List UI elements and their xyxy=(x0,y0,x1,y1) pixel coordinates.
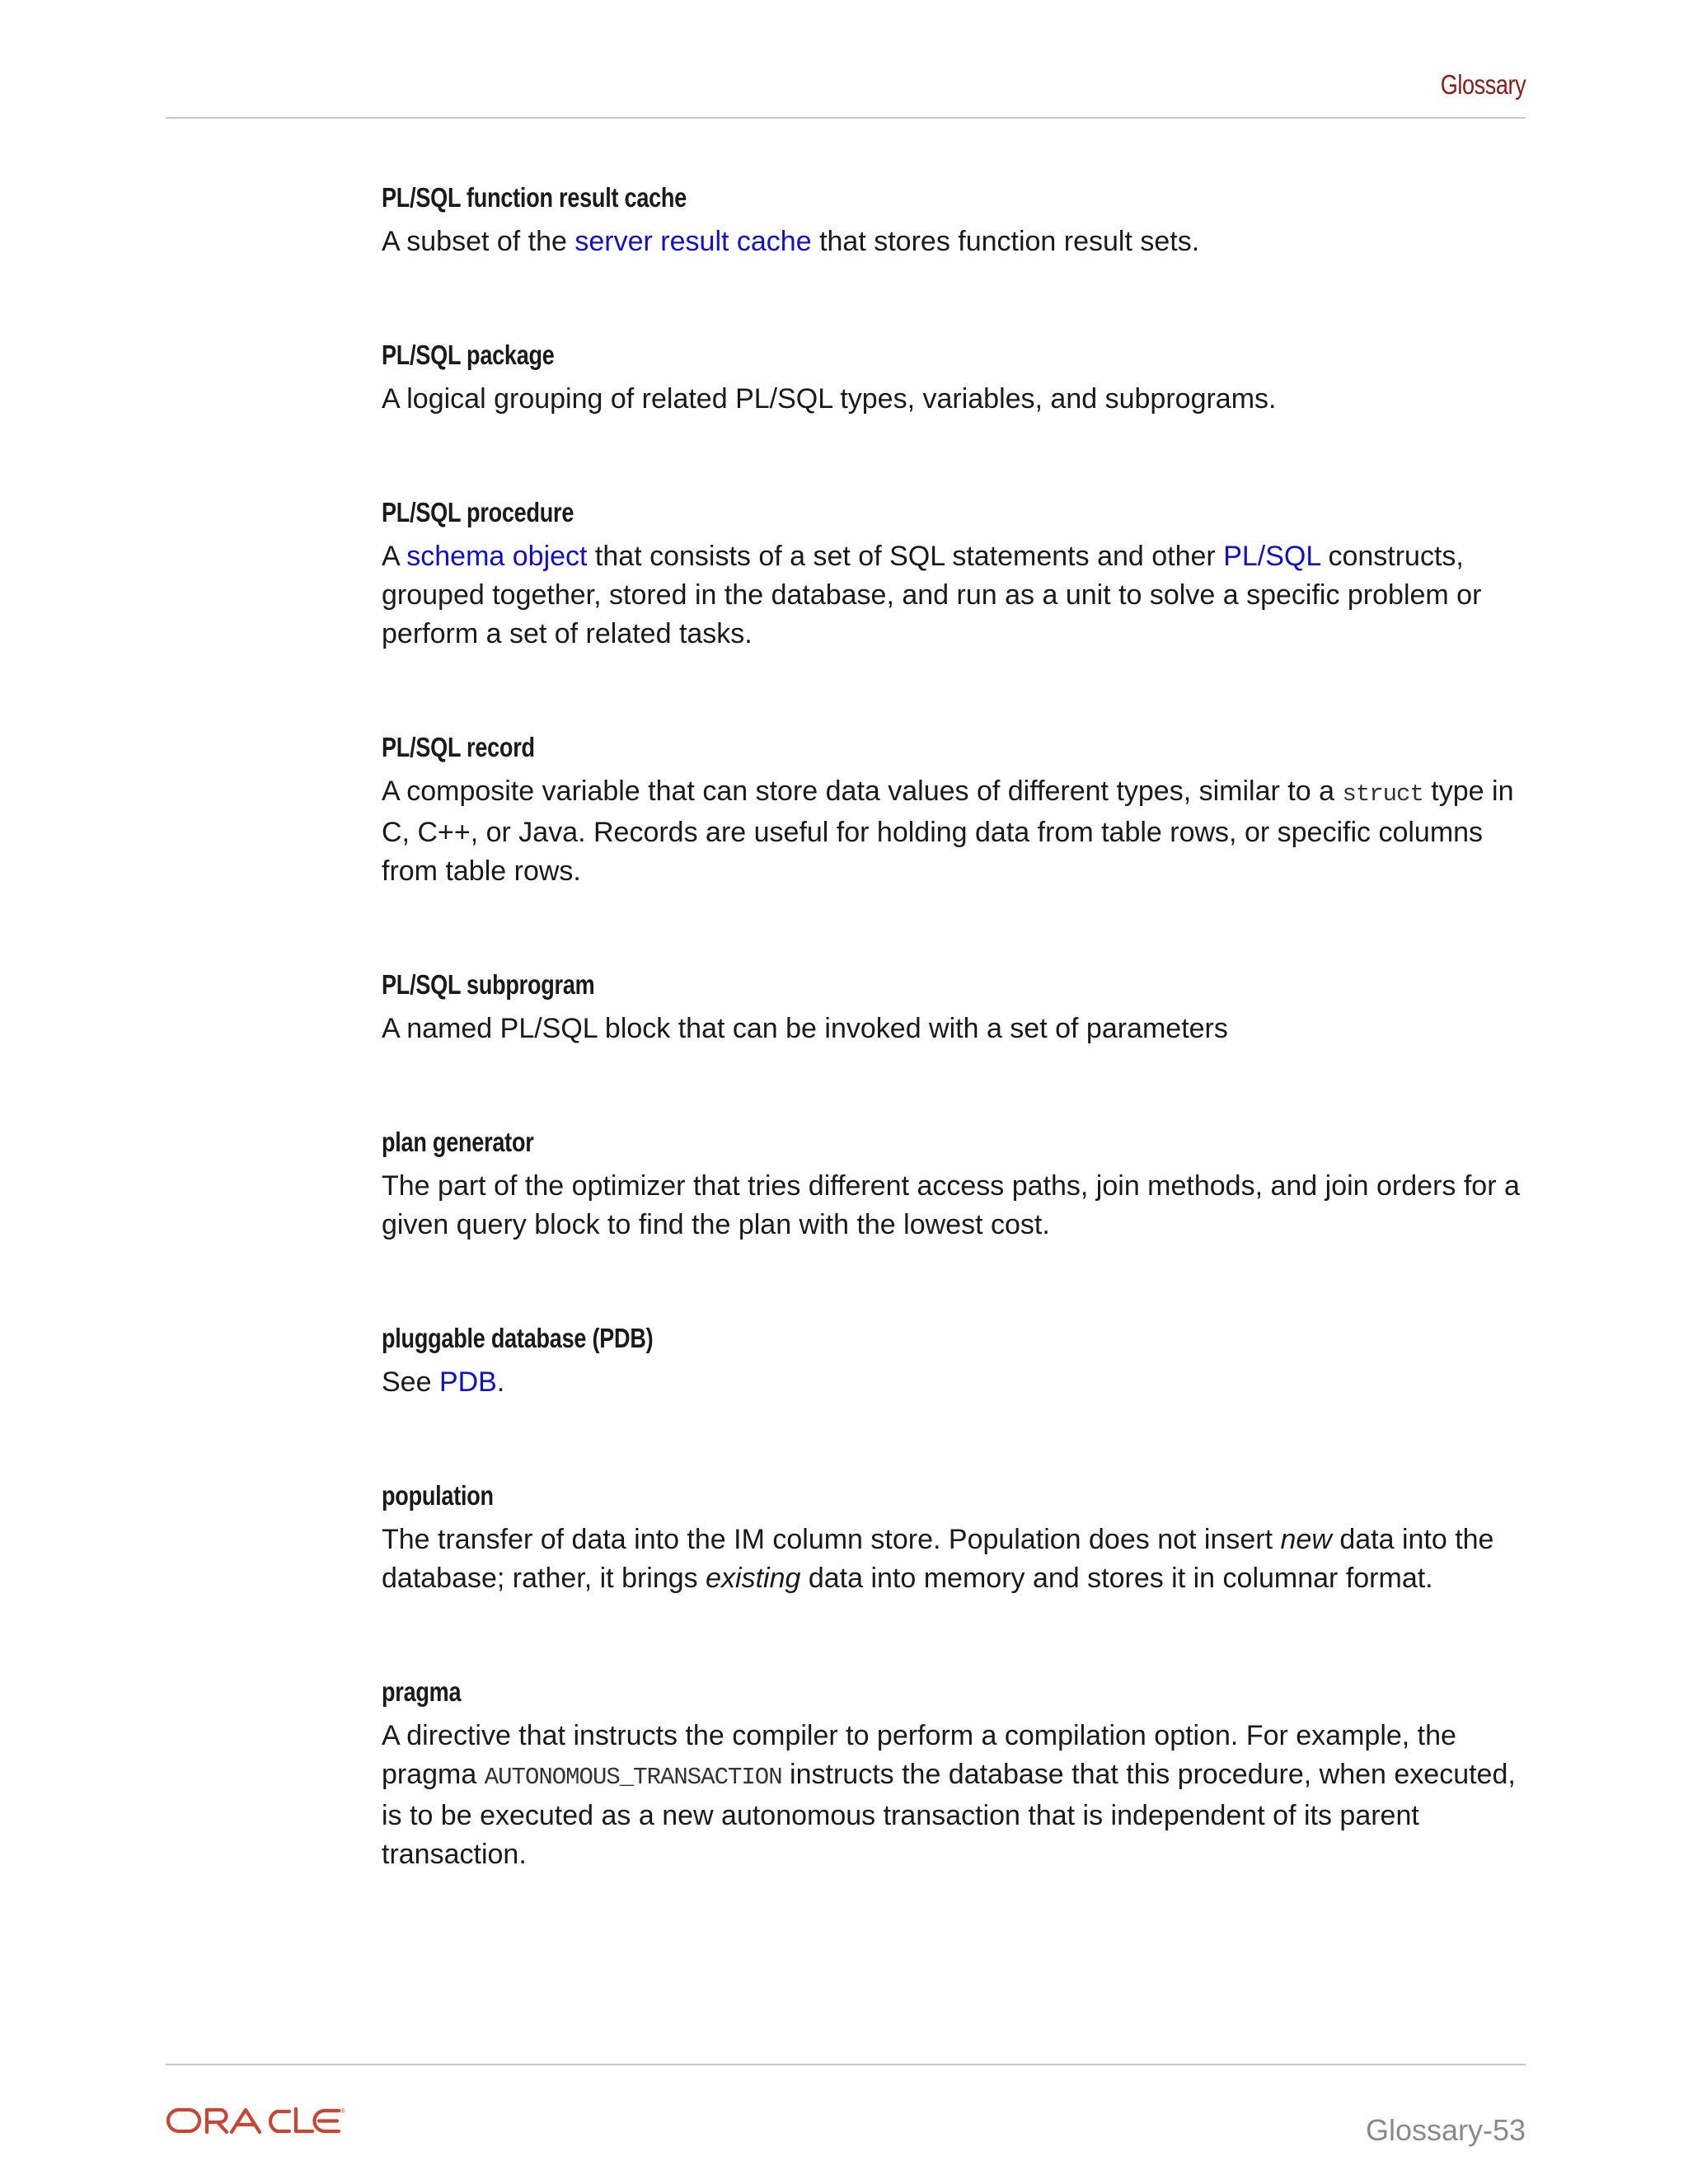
glossary-entry xyxy=(382,1122,1527,1244)
glossary-definition xyxy=(382,537,1527,654)
glossary-definition xyxy=(382,1521,1527,1598)
page-header xyxy=(166,0,1526,119)
glossary-definition xyxy=(382,772,1527,891)
definition-text: data into memory and stores it in columnar format. xyxy=(800,1563,1433,1594)
definition-text: A subset of the xyxy=(382,226,575,257)
definition-text: A named PL/SQL block that can be invoked with a set of parameters xyxy=(382,1013,1228,1044)
glossary-entry xyxy=(382,178,1527,261)
glossary-entry xyxy=(382,335,1527,419)
definition-text: type in C, C++, or Java. Records are useful for holding data from table rows, or specific columns from table rows. xyxy=(382,776,1514,887)
svg-text:®: ® xyxy=(340,2107,345,2115)
glossary-entry xyxy=(382,1319,1527,1402)
definition-text: . xyxy=(496,1366,505,1398)
glossary-term: pragma xyxy=(382,1676,462,1707)
glossary-definition xyxy=(382,380,1527,419)
running-header-title: Glossary xyxy=(1440,69,1526,100)
definition-text: that stores function result sets. xyxy=(811,226,1200,257)
plsql-link[interactable]: PL/SQL xyxy=(1223,541,1321,572)
glossary-term: population xyxy=(382,1480,494,1511)
definition-text: See xyxy=(382,1366,439,1398)
glossary-term: PL/SQL package xyxy=(382,340,555,370)
page-footer xyxy=(166,2064,1526,2184)
emphasis-text: new xyxy=(1280,1524,1332,1555)
server-result-cache-link[interactable]: server result cache xyxy=(574,226,812,257)
definition-text: A logical grouping of related PL/SQL types, variables, and subprograms. xyxy=(382,383,1277,415)
definition-text: The transfer of data into the IM column store. Population does not insert xyxy=(382,1524,1281,1555)
definition-text: The part of the optimizer that tries different access paths, join methods, and join orders for a given query block to find the plan with the lowest cost. xyxy=(382,1170,1520,1240)
definition-text: instructs the database that this procedure, when executed, is to be executed as a new autonomous transaction that is independent of its parent transaction. xyxy=(382,1759,1516,1870)
inline-code: AUTONOMOUS_TRANSACTION xyxy=(484,1764,782,1791)
definition-text: constructs, grouped together, stored in the database, and run as a unit to solve a specific problem or perform a set of related tasks. xyxy=(382,541,1482,649)
schema-object-link[interactable]: schema object xyxy=(406,541,588,572)
glossary-list xyxy=(382,178,1527,1874)
inline-code: struct xyxy=(1342,780,1423,808)
glossary-definition xyxy=(382,1717,1527,1874)
glossary-definition xyxy=(382,1363,1527,1402)
glossary-term: PL/SQL subprogram xyxy=(382,969,595,1000)
definition-text: A xyxy=(382,541,407,572)
glossary-entry xyxy=(382,1476,1527,1598)
glossary-term: PL/SQL function result cache xyxy=(382,182,687,213)
oracle-logo xyxy=(166,2107,347,2135)
glossary-entry xyxy=(382,493,1527,654)
glossary-entry xyxy=(382,965,1527,1048)
emphasis-text: existing xyxy=(706,1563,801,1594)
glossary-definition xyxy=(382,223,1527,261)
glossary-term: PL/SQL record xyxy=(382,732,535,762)
definition-text: that consists of a set of SQL statements and other xyxy=(587,541,1224,572)
definition-text: A composite variable that can store data values of different types, similar to a xyxy=(382,776,1343,807)
page-number: Glossary-53 xyxy=(1365,2113,1526,2147)
glossary-term: PL/SQL procedure xyxy=(382,497,574,527)
glossary-definition xyxy=(382,1010,1527,1048)
glossary-term: plan generator xyxy=(382,1127,534,1157)
definition-text: A directive that instructs the compiler to perform a compilation option. For example, the pragma xyxy=(382,1720,1456,1790)
pdb-link[interactable]: PDB xyxy=(438,1366,497,1398)
glossary-entry xyxy=(382,728,1527,891)
glossary-definition xyxy=(382,1167,1527,1244)
glossary-entry xyxy=(382,1672,1527,1874)
glossary-term: pluggable database (PDB) xyxy=(382,1323,654,1353)
definition-text: data into the database; rather, it brings xyxy=(382,1524,1494,1594)
